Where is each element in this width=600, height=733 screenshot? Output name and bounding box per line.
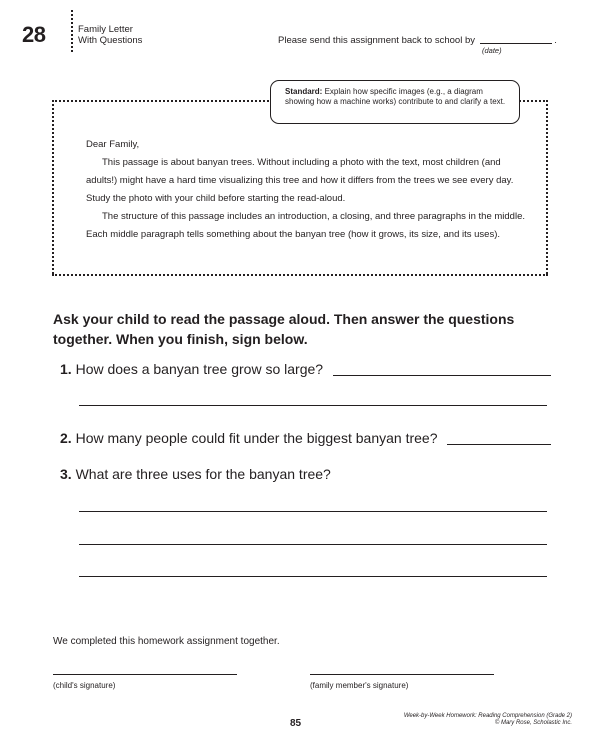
question-1: [60, 361, 551, 377]
completion-statement: We completed this homework assignment together.: [53, 636, 280, 647]
family-letter: [86, 136, 526, 244]
question-2-text: How many people could fit under the biggest banyan tree?: [75, 430, 438, 446]
lesson-type-label: [78, 24, 142, 46]
answer-1-line-b[interactable]: [79, 405, 547, 406]
child-signature-line[interactable]: [53, 674, 237, 675]
question-2: [60, 430, 551, 446]
letter-frame-right-border: [546, 100, 548, 274]
question-3: [60, 466, 331, 482]
answer-3-line-c[interactable]: [79, 576, 547, 577]
family-signature-label: (family member's signature): [310, 681, 409, 690]
send-back-text: Please send this assignment back to school by: [278, 35, 475, 46]
letter-greeting: Dear Family,: [86, 139, 140, 150]
answer-1-line-a[interactable]: [333, 375, 551, 376]
question-2-number: 2.: [60, 430, 72, 446]
child-signature-label: (child's signature): [53, 681, 116, 690]
credit-line-2: © Mary Rose, Scholastic Inc.: [494, 720, 572, 726]
credit-line: [382, 713, 572, 727]
send-back-instruction: [278, 35, 557, 46]
header-divider: [71, 10, 73, 52]
question-1-number: 1.: [60, 361, 72, 377]
lesson-type-line1: Family Letter: [78, 24, 133, 35]
lesson-number: 28: [22, 22, 46, 47]
page-number: 85: [290, 718, 302, 729]
send-back-period: .: [554, 35, 557, 46]
date-blank[interactable]: [480, 43, 552, 44]
letter-frame-left-border: [52, 100, 54, 274]
question-3-number: 3.: [60, 466, 72, 482]
lesson-type-line2: With Questions: [78, 35, 143, 46]
question-3-text: What are three uses for the banyan tree?: [75, 466, 331, 482]
answer-3-line-a[interactable]: [79, 511, 547, 512]
answer-3-line-b[interactable]: [79, 544, 547, 545]
letter-paragraph-2: The structure of this passage includes an introduction, a closing, and three paragraphs in the middle. Each middle paragraph tells something about the banyan tree (how it grows, its size, and its uses).: [86, 211, 526, 240]
answer-2-line[interactable]: [447, 444, 551, 445]
standard-callout: [270, 80, 520, 124]
family-signature-line[interactable]: [310, 674, 494, 675]
date-label: (date): [482, 46, 502, 55]
instructions-heading: Ask your child to read the passage aloud. Then answer the questions together. When you finish, sign below.: [53, 311, 515, 347]
credit-line-1: Week-by-Week Homework: Reading Comprehension (Grade 2): [403, 713, 572, 719]
standard-label: Standard:: [285, 87, 323, 96]
question-1-text: How does a banyan tree grow so large?: [75, 361, 324, 377]
letter-paragraph-1: This passage is about banyan trees. Without including a photo with the text, most children (and adults!) might have a hard time visualizing this tree and how it differs from the trees we see every day. Study the photo with your child before starting the read-aloud.: [86, 157, 514, 204]
standard-text: Explain how specific images (e.g., a diagram showing how a machine works) contribute to and clarify a text.: [285, 87, 506, 106]
